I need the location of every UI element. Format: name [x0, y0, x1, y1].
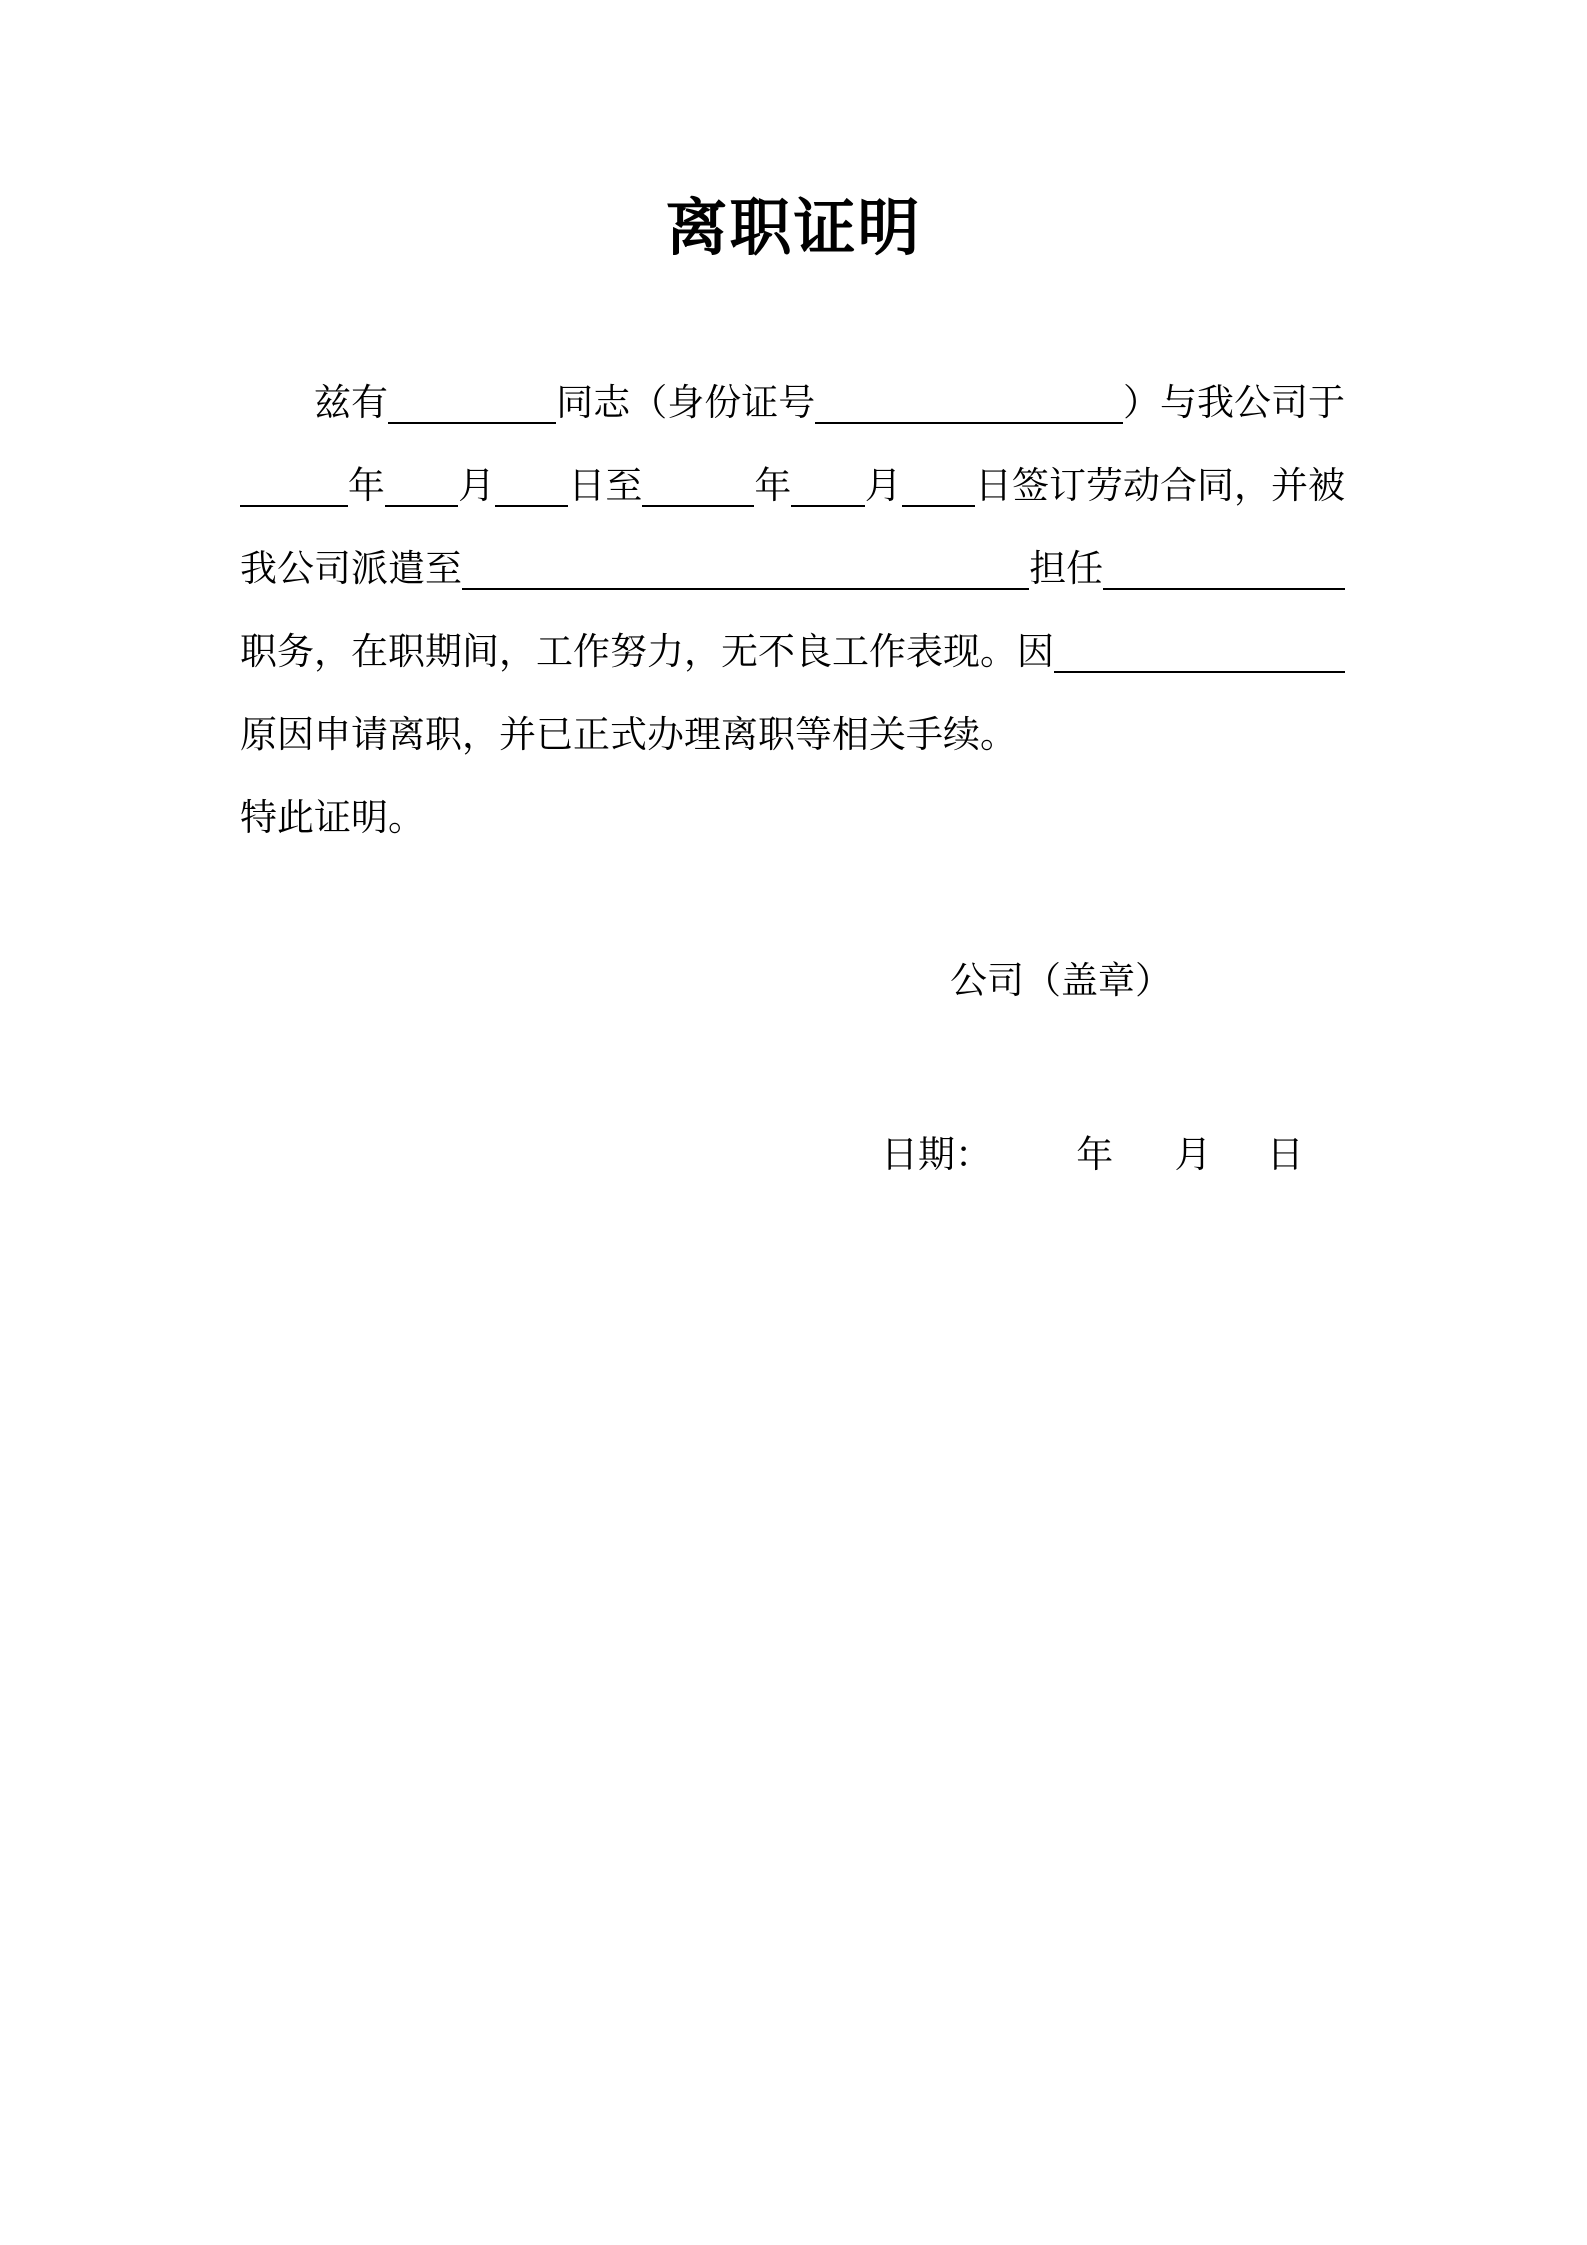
- text-with-our-company: ）与我公司于: [1123, 383, 1345, 424]
- text-signed-labor-contract: 日签订劳动合同，并被: [974, 466, 1345, 507]
- certificate-body: [240, 362, 1345, 860]
- label-date-month: 月: [1174, 1135, 1212, 1176]
- blank-end-day: [902, 505, 975, 507]
- text-serve-as: 担任: [1029, 549, 1104, 590]
- text-comrade-id-label: 同志（身份证号: [556, 383, 816, 424]
- label-start-year: 年: [347, 466, 385, 507]
- body-line-2: [240, 445, 1345, 528]
- label-end-year: 年: [754, 466, 792, 507]
- text-hereby-certify: 特此证明。: [240, 798, 425, 839]
- blank-start-year: [240, 505, 348, 507]
- text-herewith: 兹有: [314, 383, 388, 424]
- document-title: 离职证明: [665, 194, 922, 263]
- blank-end-month: [791, 505, 864, 507]
- blank-resign-reason: [1054, 671, 1345, 673]
- body-line-4: [240, 611, 1345, 694]
- text-dispatched-to: 我公司派遣至: [240, 549, 462, 590]
- body-line-5: [240, 694, 1345, 777]
- label-date: 日期：: [881, 1135, 992, 1176]
- text-resignation-processed: 原因申请离职，并已正式办理离职等相关手续。: [240, 715, 1017, 756]
- date-line: [240, 1114, 1345, 1197]
- label-date-year: 年: [1076, 1135, 1114, 1176]
- company-seal-line: [240, 940, 1345, 1023]
- blank-end-year: [642, 505, 754, 507]
- blank-start-month: [385, 505, 458, 507]
- body-line-6: [240, 777, 1345, 860]
- blank-employee-name: [388, 422, 556, 424]
- text-performance-because: 职务，在职期间，工作努力，无不良工作表现。因: [240, 632, 1054, 673]
- blank-dispatch-company: [462, 588, 1029, 590]
- label-date-day: 日: [1266, 1135, 1304, 1176]
- body-line-3: [240, 528, 1345, 611]
- label-start-day-to: 日至: [568, 466, 643, 507]
- label-end-month: 月: [864, 466, 902, 507]
- blank-id-number: [815, 422, 1123, 424]
- label-start-month: 月: [458, 466, 496, 507]
- body-line-1: [240, 362, 1345, 445]
- text-company-seal: 公司（盖章）: [950, 961, 1172, 1002]
- blank-position: [1103, 588, 1345, 590]
- blank-start-day: [495, 505, 568, 507]
